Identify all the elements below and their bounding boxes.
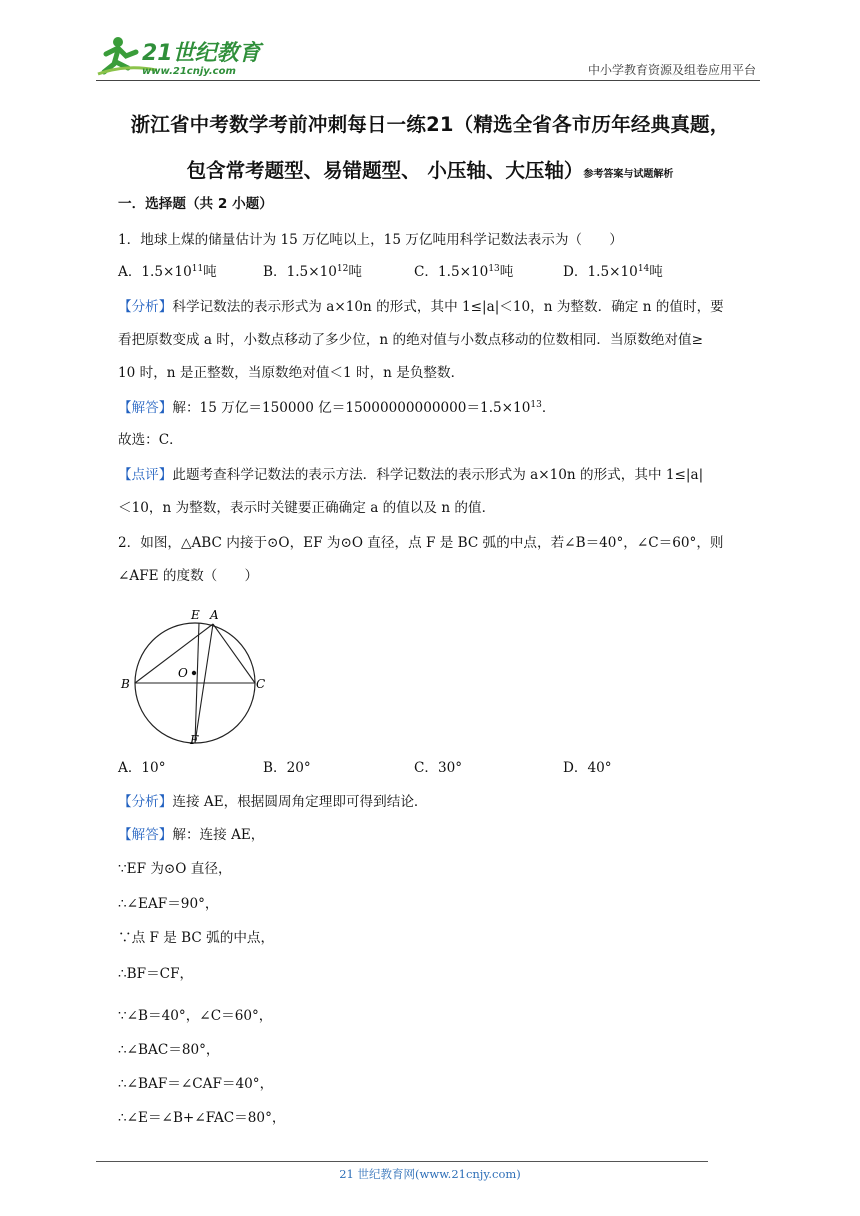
q1-comment-line1: 【点评】此题考查科学记数法的表示方法．科学记数法的表示形式为 a×10n 的形式，其中 1≤|a|	[118, 467, 704, 483]
q1-analysis-line3: 10 时，n 是正整数，当原数绝对值＜1 时，n 是负整数．	[118, 365, 465, 381]
header-divider	[96, 80, 760, 81]
q2-step: ∴∠E＝∠B+∠FAC＝80°，	[118, 1110, 286, 1126]
svg-text:www.21cnjy.com: www.21cnjy.com	[142, 66, 236, 77]
q2-option-d: D．40°	[563, 760, 612, 776]
q1-analysis-line2: 看把原数变成 a 时，小数点移动了多少位，n 的绝对值与小数点移动的位数相同．当原数绝对值≥	[118, 332, 703, 348]
svg-text:21世纪教育: 21世纪教育	[142, 41, 261, 66]
q2-stem-line2: ∠AFE 的度数（ ）	[118, 568, 259, 584]
page-title-line1: 浙江省中考数学考前冲刺每日一练21（精选全省各市历年经典真题，	[130, 113, 730, 136]
q2-stem-line1: 2．如图，△ABC 内接于⊙O，EF 为⊙O 直径，点 F 是 BC 弧的中点，若∠B＝40°，∠C＝60°，则	[118, 535, 724, 551]
svg-text:C: C	[256, 677, 266, 691]
footer-link[interactable]: 21 世纪教育网(www.21cnjy.com)	[339, 1167, 521, 1181]
page-title-line2: 包含常考题型、易错题型、 小压轴、大压轴）参考答案与试题解析	[186, 159, 674, 182]
q2-step: ∴∠EAF＝90°，	[118, 896, 219, 912]
q2-option-b: B．20°	[263, 760, 311, 776]
svg-text:B: B	[121, 677, 130, 691]
segment-ac	[213, 624, 255, 683]
analysis-tag: 【分析】	[118, 299, 173, 315]
q2-step: ∴BF＝CF，	[118, 966, 194, 982]
q1-option-d: D．$1.5\times 10^{14}$吨	[563, 264, 663, 280]
answer-tag: 【解答】	[118, 400, 173, 416]
svg-text:O: O	[178, 666, 188, 680]
svg-text:A: A	[210, 608, 219, 622]
q2-answer: 【解答】解：连接 AE，	[118, 827, 265, 843]
brand-logo	[96, 34, 266, 78]
q1-stem: 1．地球上煤的储量估计为 15 万亿吨以上，15 万亿吨用科学记数法表示为（ ）	[118, 232, 623, 248]
analysis-tag: 【分析】	[118, 794, 173, 810]
q1-option-c: C．$1.5\times 10^{13}$吨	[414, 264, 514, 280]
q1-option-a: A．$1.5\times 10^{11}$吨	[118, 264, 217, 280]
q1-choose: 故选：C．	[118, 432, 183, 448]
q1-option-b: B．$1.5\times 10^{12}$吨	[263, 264, 362, 280]
section-heading: 一．选择题（共 2 小题）	[118, 196, 273, 212]
center-point	[192, 671, 196, 675]
q1-comment-line2: ＜10，n 为整数，表示时关键要正确确定 a 的值以及 n 的值．	[118, 500, 496, 516]
segment-ab	[135, 624, 213, 683]
answer-tag: 【解答】	[118, 827, 173, 843]
comment-tag: 【点评】	[118, 467, 173, 483]
q1-answer: 【解答】解：15 万亿＝150000 亿$=15000000000000=1.5\times 10^{13}$．	[118, 400, 556, 416]
q2-analysis: 【分析】连接 AE，根据圆周角定理即可得到结论．	[118, 794, 428, 810]
q2-step: ∴∠BAC＝80°，	[118, 1042, 220, 1058]
circle-geometry-figure	[118, 597, 268, 745]
svg-text:F: F	[190, 733, 199, 745]
svg-text:E: E	[191, 608, 200, 622]
q2-step: ∵EF 为⊙O 直径，	[118, 861, 232, 877]
footer-divider	[96, 1161, 708, 1162]
q2-step: ∵点 F 是 BC 弧的中点，	[118, 930, 275, 946]
q2-step: ∵∠B＝40°，∠C＝60°，	[118, 1008, 273, 1024]
q2-step: ∴∠BAF＝∠CAF＝40°，	[118, 1076, 274, 1092]
q2-option-c: C．30°	[414, 760, 463, 776]
header-platform-text: 中小学教育资源及组卷应用平台	[587, 63, 756, 77]
q2-option-a: A．10°	[118, 760, 166, 776]
q1-analysis-line1: 【分析】科学记数法的表示形式为 a×10n 的形式，其中 1≤|a|＜10，n 为整数．确定 n 的值时，要	[118, 299, 724, 315]
title-subtitle: 参考答案与试题解析	[583, 169, 674, 180]
